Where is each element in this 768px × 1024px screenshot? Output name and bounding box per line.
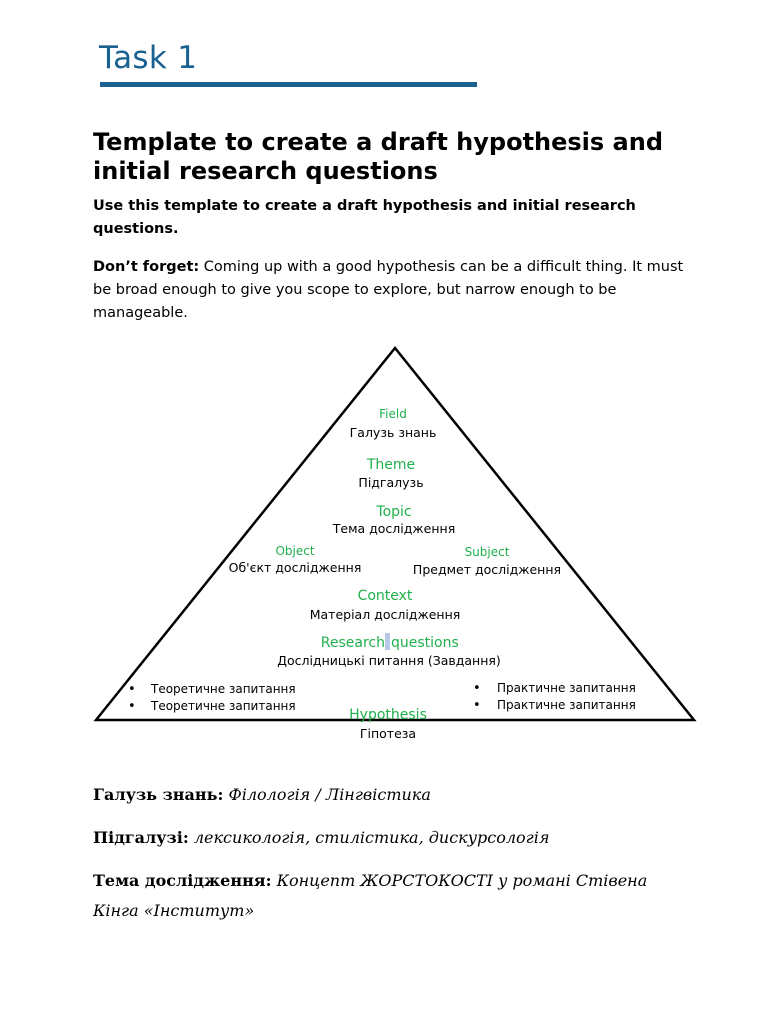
- context-label-en: Context: [357, 588, 413, 604]
- subfields-value: лексикологія, стилістика, дискурсологія: [193, 828, 550, 847]
- subject-label-ua: Предмет дослідження: [412, 562, 562, 577]
- bullet-icon: •: [473, 698, 481, 713]
- bullet-icon: •: [473, 681, 481, 696]
- bullet-icon: •: [128, 682, 136, 697]
- subfields-label: Підгалузі:: [93, 828, 189, 847]
- research-topic-line: [93, 866, 693, 926]
- context-label-ua: Матеріал дослідження: [309, 607, 461, 622]
- reminder-label: Don’t forget:: [93, 259, 200, 275]
- object-label-en: Object: [275, 544, 315, 558]
- field-label-ua: Галузь знань: [349, 425, 437, 440]
- intro-text: Use this template to create a draft hypothesis and initial research questions.: [93, 198, 636, 237]
- theoretical-question-2: Теоретичне запитання: [151, 699, 296, 713]
- hypothesis-label-ua: Гіпотеза: [359, 726, 417, 741]
- research-questions-label-en-part2: questions: [391, 635, 459, 651]
- field-of-knowledge-label: Галузь знань:: [93, 785, 224, 804]
- page-heading: Template to create a draft hypothesis and initial research questions: [93, 128, 664, 185]
- task-title: Task 1: [99, 40, 198, 76]
- practical-question-2: Практичне запитання: [497, 698, 636, 712]
- object-label-ua: Об'єкт дослідження: [228, 560, 362, 575]
- theoretical-question-1: Теоретичне запитання: [151, 682, 296, 696]
- research-topic-value: Концепт ЖОРСТОКОСТІ у романі Стівена Кінга «Інститут»: [93, 871, 648, 920]
- field-of-knowledge-value: Філологія / Лінгвістика: [228, 785, 431, 804]
- field-of-knowledge-line: [93, 780, 693, 810]
- research-questions-label-en-part1: Research: [320, 635, 385, 651]
- reminder-text: Coming up with a good hypothesis can be a difficult thing. It must be broad enough to give you scope to explore, but narrow enough to be manageable.: [93, 259, 684, 321]
- practical-question-1: Практичне запитання: [497, 681, 636, 695]
- subject-label-en: Subject: [464, 545, 510, 559]
- field-label-en: Field: [379, 407, 407, 421]
- research-topic-label: Тема дослідження:: [93, 871, 272, 890]
- research-questions-label-ua: Дослідницькі питання (Завдання): [277, 653, 501, 668]
- text-cursor-highlight: [385, 633, 390, 650]
- topic-label-ua: Тема дослідження: [332, 521, 456, 536]
- theme-label-en: Theme: [366, 457, 416, 473]
- hypothesis-label-en: Hypothesis: [349, 707, 427, 723]
- topic-label-en: Topic: [376, 504, 412, 520]
- theme-label-ua: Підгалузь: [358, 475, 424, 490]
- bullet-icon: •: [128, 699, 136, 714]
- subfields-line: [93, 823, 693, 853]
